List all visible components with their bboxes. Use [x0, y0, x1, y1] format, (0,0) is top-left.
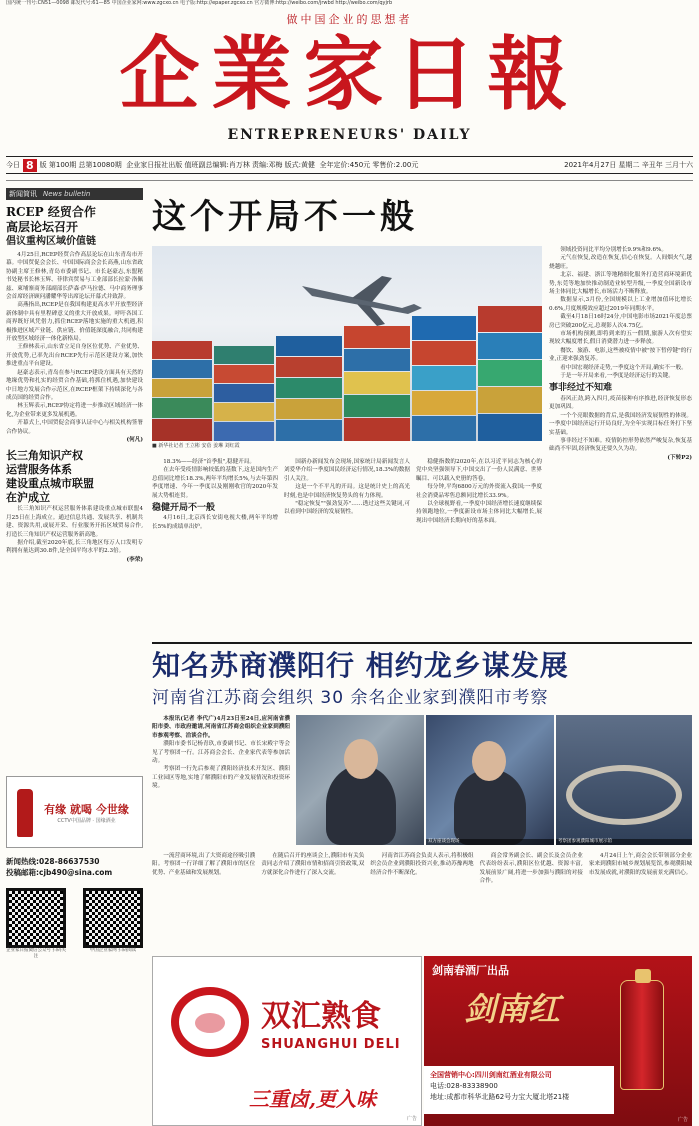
- today-label: 今日: [6, 161, 20, 169]
- photo-speaker-2: [426, 715, 554, 845]
- jiannan-phone[interactable]: 电话:028-83338900: [430, 1082, 498, 1090]
- article-column: [370, 852, 473, 886]
- shuanghui-ad[interactable]: [152, 956, 422, 1126]
- issue-date: 2021年4月27日 星期二 辛丑年 三月十六: [564, 161, 693, 169]
- puyang-subheadline: 河南省江苏商会组织 30 余名企业家到濮阳市考察: [152, 688, 549, 708]
- paragraph: 一个个亮眼数据的背后,是我国经济发展韧性的体现。一季度中国经济运行开局良好,为全年实现目标任务打下坚实基础。: [549, 412, 692, 436]
- paragraph: 赵豪志表示,青岛在参与RCEP建设方面具有天然的地缘优势和扎实的经贸合作基础,将抓住机遇,加快建设中日地方发展合作示范区,在RCEP框架下持续深化与各成员国的经贸合作。: [6, 369, 143, 401]
- article-subheading: 事非经过不知难: [549, 382, 613, 393]
- news-hotline: 新闻热线:028-86637530: [6, 857, 100, 866]
- main-article-columns: [152, 458, 542, 531]
- yangtze-ip-headline[interactable]: [6, 449, 143, 505]
- paragraph: 国新办新闻发布会现场,国家统计局新闻发言人刘爱华介绍一季度国民经济运行情况,18.3%的数据引人关注。: [284, 459, 410, 482]
- bottle-icon: [620, 980, 664, 1090]
- photo-caption: 考察团参观濮阳城市展示馆: [556, 839, 692, 845]
- section-tag: [6, 188, 143, 200]
- photo-speaker-1: [296, 715, 424, 845]
- contact-info: [6, 856, 143, 878]
- jinshiyuan-ad[interactable]: [6, 776, 143, 848]
- paragraph: 商会常务副会长、副会长及会员企业代表纷纷表示,濮阳区位优越、资源丰富,发展前景广阔,将进一步加强与濮阳的对接合作。: [479, 853, 583, 885]
- rcep-article-body: [6, 251, 143, 444]
- news-bulletin-column: [6, 188, 143, 1126]
- paragraph: 高燕指出,RCEP是在我国构建更高水平开放型经济新体制中具有里程碑意义的重大开放成果。呼吁各国工商界既好风凭借力,抓住RCEP落地实施的重大机遇,积极推进区域产业链、供应链、价值链深度融合,共同构建开放型区域经济一体化新格局。: [6, 302, 143, 343]
- qr-codes: [6, 888, 143, 960]
- section-divider: [152, 642, 692, 644]
- ad-brand-text: 有缘 就喝 今世缘: [44, 802, 129, 816]
- article-column: [152, 852, 255, 886]
- pages-unit: 版: [39, 161, 47, 169]
- article-column: [480, 852, 583, 886]
- divider-line: [6, 180, 693, 181]
- masthead-logo: 企業家日報: [119, 27, 580, 121]
- pig-logo-icon: [171, 987, 249, 1057]
- rcep-subheadline: 倡议重构区域价值链: [6, 236, 96, 247]
- container-stacks: [152, 306, 542, 441]
- jiannan-ad[interactable]: [424, 956, 692, 1126]
- paragraph: 河南省江苏商会负责人表示,将积极组织会员企业到濮阳投资兴业,推动苏豫两地经济合作不断深化。: [370, 853, 474, 876]
- continue-link[interactable]: (下转P2): [667, 454, 692, 461]
- editor-info: 值班副总编辑:肖万林 责编:邓梅 版式:黄健: [184, 161, 315, 169]
- person-face: [472, 741, 506, 781]
- headline-line: 长三角知识产权: [6, 449, 83, 463]
- puyang-lead-column: [152, 715, 290, 791]
- photo-caption: ■ 新华社记者 王立彬 安蓓 姜琳 刘红霞: [152, 443, 240, 449]
- puyang-article-columns: [152, 852, 692, 886]
- paragraph: 事非经过不知难。疫情防控形势依然严峻复杂,恢复基础尚不牢固,经济恢复还要久久为功。: [549, 437, 692, 453]
- paragraph: 餐饮、旅游、电影,这些被疫情中被"按下暂停键"的行业,正迎来强劲复苏。: [549, 347, 692, 363]
- paragraph: 4月16日,北京西长安街电视大楼,两年平均增长5%的成绩单出炉。: [152, 515, 278, 530]
- ad-tag: 广告: [677, 1117, 688, 1123]
- article-column: [284, 458, 410, 531]
- paragraph: 以全球视野看,一季度中国经济增长速度继续保持领跑地位,一季度新设市场主体同比大幅增长,展现出中国经济长期向好的基本面。: [416, 501, 542, 524]
- total-issue: 总第10080期: [78, 161, 122, 169]
- headline-line: 建设重点城市联盟: [6, 477, 94, 491]
- submission-email[interactable]: 投稿邮箱:cjb490@sina.com: [6, 868, 113, 877]
- paragraph: 市场机构预测,即将到来的五一假期,旅游人次有望实现较大幅度增长,假日消费潜力进一步释放。: [549, 331, 692, 346]
- article-column: [152, 458, 278, 531]
- masthead-slogan: 做中国企业的思想者: [286, 13, 413, 26]
- article-column: [261, 852, 364, 886]
- issue-info-bar: [6, 156, 693, 174]
- paragraph: 北京、福建、浙江等地精细化服务打造营商环境新优势,东莞等地加快推动制造业转型升级,一季度全国新设市场主体同比大幅增长,市场活力不断释放。: [549, 272, 692, 296]
- paragraph: 18.3%——经济"首季报",稳健开局。: [163, 459, 256, 465]
- lead-paragraph: 本报讯(记者 李代广)4月23日至24日,应河南省濮阳市委、市政府邀请,河南省江苏商会组织企业家到濮阳市参观考察、洽谈合作。: [152, 716, 290, 739]
- paragraph: 王修林表示,山东省立足自身区位优势、产业优势、开放优势,已率先出台RCEP先行示范区建设方案,加快推进重点平台建设。: [6, 344, 143, 368]
- paragraph: 一流营商环境,出了大资商途径吸引濮阳。考察团一行详细了解了濮阳市的区位优势、产业基础和发展规划。: [152, 853, 256, 876]
- container-port-photo: [152, 246, 542, 441]
- yangtze-ip-body: [6, 505, 143, 564]
- container-illustration: [152, 246, 542, 441]
- rcep-headline[interactable]: [6, 205, 143, 235]
- person-face: [344, 739, 378, 779]
- paragraph: 看中国宏观经济走势,一季度这个开局,确实不一般。: [560, 364, 687, 371]
- jiannan-header: 剑南春酒厂出品: [432, 964, 509, 977]
- article-column: [416, 458, 542, 531]
- paragraph: 4月25日,RCEP经贸合作高层论坛在山东青岛市开幕。中国贸促会会长、中国国际商会会长高燕,山东省政协副主席王修林,青岛市委副书记、市长赵豪志,东盟秘书处秘书长林玉辉、菲律宾贸易与工业部部长拉蒙·洛佩兹、柬埔寨商务部副部长萨森·萨马拉德、马中商务理事会首席经济顾问潘耀华等出席论坛开幕式并致辞。: [6, 252, 143, 301]
- article-column: [589, 852, 692, 886]
- paragraph: 林玉辉表示,RCEP协定将进一步推动区域经济一体化,为企业带来更多发展机遇。: [6, 403, 143, 418]
- jiannan-address: 地址:成都市科华北路62号力宝大厦北塔21楼: [430, 1093, 570, 1101]
- photo-caption: 双方座谈会现场: [426, 839, 554, 845]
- rcep-headline-line2: 高层论坛召开: [6, 220, 79, 234]
- headline-line: 在沪成立: [6, 491, 50, 505]
- paragraph: 元气在恢复,改造在恢复,信心在恢复。人间烟火气,越烧越旺。: [549, 255, 692, 270]
- shuanghui-brand-en: SHUANGHUI DELI: [261, 1037, 401, 1052]
- paragraph: 数据显示,3月份,全国规模以上工业增加值环比增长0.6%,月度规模效应超过2019年同期水平。: [549, 297, 692, 312]
- paragraph: 稳健指数的2020年,在以习近平同志为核心的党中央坚强领导下,中国交出了一份人民满意、世界瞩目、可以载入史册的答卷。: [416, 459, 542, 482]
- airplane-icon: [302, 276, 422, 326]
- photo-meeting-room: [556, 715, 692, 845]
- qr-code-icon[interactable]: [6, 888, 66, 948]
- shuanghui-slogan: 三重卤,更入味: [249, 1087, 376, 1111]
- publisher: 企业家日报社出版: [126, 161, 183, 169]
- rcep-headline-line1: RCEP 经贸合作: [6, 205, 96, 219]
- top-info-bar: 国内统一刊号:CN51—0098 邮发代号:61—85 中国企业家网:www.zgcxo.cn 电子版:http://epaper.zgcxo.cn 官方微博:http://weibo.com/jrwbd http://weibo.com/qyjrb: [6, 0, 393, 6]
- jiannan-logo: 剑南红: [464, 990, 561, 1028]
- paragraph: 春风正劲,跨入四月,疫苗接种有序推进,经济恢复形态更加巩固。: [549, 395, 692, 411]
- price-info: 全年定价:450元 零售价:2.00元: [319, 161, 419, 169]
- masthead-english: ENTREPRENEURS' DAILY: [227, 127, 472, 143]
- paragraph: 每分钟,平均6800万元的外资流入我国;一季度社会消费品零售总额同比增长33.9%。: [416, 484, 542, 499]
- section-label: 新闻简讯: [9, 190, 37, 198]
- paragraph: 4月24日上午,商会会长带领部分企业家来到濮阳市城乡规划展览馆,参观濮阳城市发展成就,对濮阳的发展前景充满信心。: [588, 853, 693, 876]
- paragraph: 濮阳市委书记杨青玖,市委副书记、市长宋殿宇等会见了考察团一行。江苏商会会长、企业家代表等参加活动。: [152, 741, 290, 765]
- paragraph: "稳定恢复""强劲复苏"……透过这些关键词,可以看到中国经济的发展韧性。: [284, 501, 410, 516]
- jiannan-contact: [424, 1066, 614, 1114]
- ad-tag: 广告: [406, 1116, 417, 1122]
- paragraph: 据介绍,截至2020年底,长三角地区每万人口发明专利拥有量达到30.8件,是全国平均水平的2.3倍。: [6, 539, 143, 555]
- pig-snout: [195, 1013, 225, 1033]
- paragraph: 开幕式上,中国贸促会商事认证中心与相关机构签署合作协议。: [6, 420, 143, 435]
- page-count: 8: [23, 159, 37, 172]
- meeting-table: [566, 765, 682, 825]
- main-headline[interactable]: 这个开局不一般: [152, 197, 418, 237]
- paragraph: 长三角知识产权运营服务体系建设重点城市联盟4月25日在上海成立。通过信息共通、发展共享、机制共建、资源共用,或展开采、行业服务开拓区域贸易合作,打造长三角知识产权运营服务新高地。: [6, 506, 143, 538]
- liquor-bottle-icon: [17, 789, 33, 837]
- paragraph: 这是一个不平凡的开局。这是统计史上的高光时刻,也是中国经济恢复势头的有力体现。: [284, 484, 410, 499]
- paragraph: 领域投资同比平均分别增长9.9%和9.6%。: [560, 247, 667, 253]
- paragraph: 在随后召开的座谈会上,濮阳市有关负责同志介绍了濮阳市情和招商引资政策,双方就深化合作进行了深入交流。: [261, 853, 365, 876]
- paragraph: 于是一年开局来看,一季度是经济运行的关键。: [560, 373, 674, 380]
- jiannan-distributor: 全国营销中心:四川剑南红酒业有限公司: [430, 1071, 552, 1079]
- article-subheading: 稳健开局不一般: [152, 503, 216, 514]
- issue-number: 第100期: [48, 161, 77, 169]
- paragraph: 考察团一行先后参观了濮阳经济技术开发区、濮阳工业园区等地,实地了解濮阳市的产业发展情况和投资环境。: [152, 766, 290, 790]
- puyang-headline[interactable]: 知名苏商濮阳行 相约龙乡谋发展: [152, 649, 569, 682]
- bottle-cap: [635, 969, 651, 983]
- shuanghui-brand: 双汇熟食: [261, 999, 381, 1034]
- qr-code-icon[interactable]: [83, 888, 143, 948]
- section-label-en: News bulletin: [43, 190, 91, 198]
- ad-sub-text: CCTV中国品牌 · 国缘酒业: [57, 817, 116, 824]
- author-tag: (何凡): [126, 436, 143, 443]
- headline-line: 运营服务体系: [6, 463, 72, 477]
- qr-caption: 中国企业家网 扫码阅读: [89, 948, 137, 953]
- main-article-right-column: [549, 246, 692, 462]
- paragraph: 截至4月18日16时24分,中国电影市场2021年度总票房已突破200亿元,总观影人次4.75亿。: [549, 314, 692, 329]
- paragraph: 在去年受疫情影响较低的基数下,这是国内生产总值同比增长18.3%,两年平均增长5%,与去年第四季度增速、今年一季度以及刚刚收官的2020年发展大势相连贯。: [152, 467, 278, 499]
- author-tag: (李荣): [126, 556, 143, 563]
- qr-caption: 企业家日报微信公众号 扫码关注: [6, 948, 66, 959]
